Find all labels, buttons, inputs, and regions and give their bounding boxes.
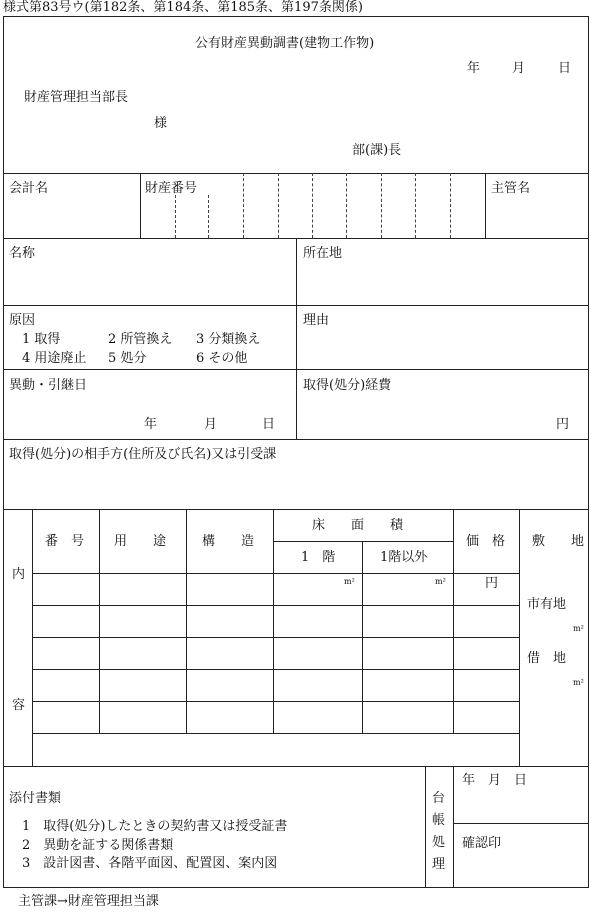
honorific: 様 — [154, 116, 168, 131]
rule — [32, 733, 519, 734]
details-side-top: 内 — [12, 567, 26, 582]
counterparty-label: 取得(処分)の相手方(住所及び氏名)又は引受課 — [9, 447, 277, 462]
rule — [425, 766, 426, 887]
rule — [32, 605, 519, 606]
rule — [450, 173, 451, 238]
name-label: 名称 — [9, 246, 36, 261]
rule — [175, 195, 176, 238]
rule — [362, 541, 363, 733]
rule — [32, 637, 519, 638]
details-side-bottom: 容 — [12, 698, 26, 713]
ledger-label-char: 処 — [432, 835, 446, 850]
ledger-label-char: 理 — [432, 857, 446, 872]
site-leased: 借 地 — [527, 651, 567, 666]
cause-option: 4 用途廃止 — [22, 351, 87, 366]
transfer-date-day: 日 — [262, 417, 276, 432]
rule — [273, 541, 453, 542]
location-label: 所在地 — [303, 246, 343, 261]
cause-option: 2 所管換え — [108, 332, 173, 347]
rule — [4, 439, 588, 440]
transfer-date-month: 月 — [204, 417, 218, 432]
rule — [32, 701, 519, 702]
cost-label: 取得(処分)経費 — [303, 378, 392, 393]
cause-option: 5 処分 — [108, 351, 147, 366]
rule — [453, 766, 454, 887]
rule — [4, 766, 588, 767]
rule — [485, 173, 486, 238]
rule — [208, 195, 209, 238]
unit-m2: m² — [573, 624, 584, 633]
ledger-date: 年 月 日 — [462, 773, 528, 788]
form-id: 様式第83号ウ(第182条、第184条、第185条、第197条関係) — [3, 0, 363, 15]
rule — [453, 823, 588, 824]
attachment-item: 2 異動を証する関係書類 — [22, 838, 174, 853]
rule — [519, 509, 520, 766]
ledger-label-char: 帳 — [432, 813, 446, 828]
col-number: 番 号 — [45, 534, 85, 549]
reason-label: 理由 — [303, 313, 330, 328]
confirm-seal: 確認印 — [462, 836, 502, 851]
rule — [140, 173, 141, 238]
attachments-title: 添付書類 — [9, 791, 62, 806]
cause-option: 6 その他 — [196, 351, 248, 366]
cause-option: 3 分類換え — [196, 332, 261, 347]
price-yen: 円 — [485, 576, 499, 591]
col-floor-1: 1 階 — [301, 550, 336, 565]
transfer-date-label: 異動・引継日 — [9, 378, 88, 393]
transfer-date-year: 年 — [144, 417, 158, 432]
rule — [273, 509, 274, 733]
rule — [32, 509, 33, 766]
form-title: 公有財産異動調書(建物工作物) — [195, 36, 375, 51]
date-day: 日 — [558, 61, 572, 76]
col-floor-other: 1階以外 — [380, 550, 428, 565]
col-price: 価 格 — [466, 534, 506, 549]
rule — [99, 509, 100, 733]
rule — [186, 509, 187, 733]
rule — [278, 173, 279, 238]
col-site: 敷 地 — [532, 534, 585, 549]
accounting-name-label: 会計名 — [9, 181, 49, 196]
addressee: 財産管理担当部長 — [24, 90, 129, 105]
cost-yen: 円 — [556, 417, 570, 432]
rule — [346, 173, 347, 238]
survey-form — [3, 16, 589, 888]
rule — [415, 173, 416, 238]
rule — [453, 509, 454, 733]
rule — [32, 573, 519, 574]
cause-option: 1 取得 — [22, 332, 61, 347]
ledger-label-char: 台 — [432, 791, 446, 806]
unit-m2: m² — [344, 577, 355, 586]
unit-m2: m² — [435, 577, 446, 586]
footer-routing: 主管課→財産管理担当課 — [18, 894, 159, 909]
date-year: 年 — [467, 61, 481, 76]
rule — [4, 509, 588, 510]
attachment-item: 1 取得(処分)したときの契約書又は授受証書 — [22, 819, 288, 834]
property-number-label: 財産番号 — [145, 181, 198, 196]
rule — [381, 173, 382, 238]
rule — [243, 173, 244, 238]
col-floor-area: 床 面 積 — [312, 518, 404, 533]
rule — [296, 238, 297, 439]
cause-label: 原因 — [9, 313, 36, 328]
rule — [32, 669, 519, 670]
supervisor-label: 主管名 — [491, 181, 531, 196]
unit-m2: m² — [573, 678, 584, 687]
col-structure: 構 造 — [202, 534, 255, 549]
rule — [4, 173, 588, 174]
col-use: 用 途 — [114, 534, 167, 549]
rule — [312, 173, 313, 238]
sender: 部(課)長 — [352, 143, 402, 158]
date-month: 月 — [512, 61, 526, 76]
attachment-item: 3 設計図書、各階平面図、配置図、案内図 — [22, 856, 278, 871]
site-city-owned: 市有地 — [527, 597, 567, 612]
